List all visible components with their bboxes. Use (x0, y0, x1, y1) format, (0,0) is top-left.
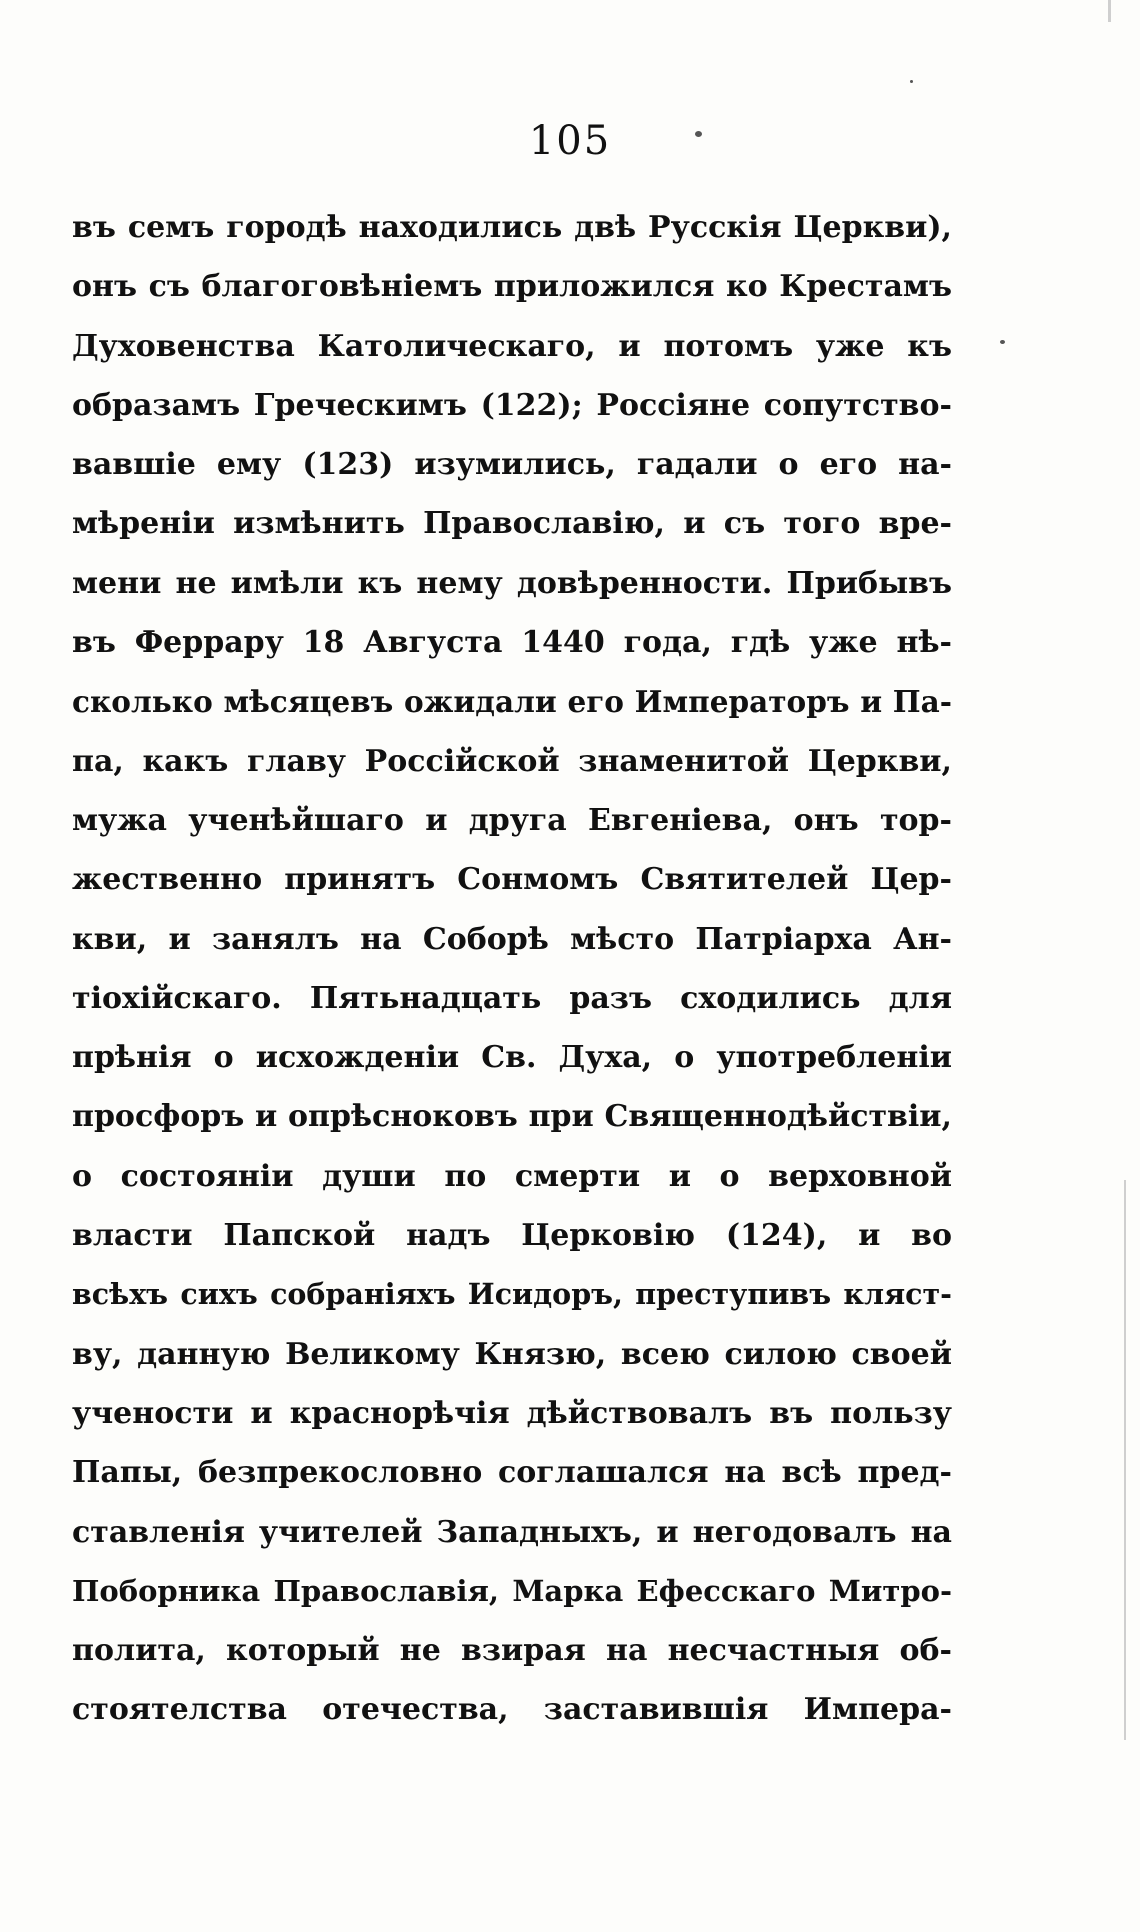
text-line: Папы, безпрекословно соглашался на всѣ пред- (72, 1455, 952, 1491)
text-line: мѣреніи измѣнить Православію, и съ того вре- (72, 506, 952, 542)
ink-speck (1000, 340, 1005, 344)
text-line: образамъ Греческимъ (122); Россіяне сопутство- (72, 387, 952, 423)
text-line: мени не имѣли къ нему довѣренности. Прибывъ (72, 565, 952, 601)
ink-speck (910, 80, 913, 83)
text-line: въ Феррару 18 Августа 1440 года, гдѣ уже нѣ- (72, 625, 952, 661)
text-line: просфоръ и опрѣсноковъ при Священнодѣйствіи, (72, 1099, 952, 1135)
text-line: власти Папской надъ Церковію (124), и во (72, 1218, 952, 1254)
text-line: онъ съ благоговѣніемъ приложился ко Крестамъ (72, 269, 952, 305)
text-line: о состояніи души по смерти и о верховной (72, 1158, 952, 1194)
text-line: па, какъ главу Россійской знаменитой Церкви, (72, 743, 952, 779)
text-line: ставленія учителей Западныхъ, и негодовалъ на (72, 1514, 952, 1550)
text-line: прѣнія о исхожденіи Св. Духа, о употребленіи (72, 1040, 952, 1076)
page-number: 105 (528, 118, 612, 164)
body-text (72, 198, 952, 1740)
text-line: учености и краснорѣчія дѣйствовалъ въ пользу (72, 1395, 952, 1431)
text-line: мужа ученѣйшаго и друга Евгеніева, онъ тор- (72, 802, 952, 838)
text-line: жественно принятъ Сонмомъ Святителей Цер- (72, 862, 952, 898)
text-line: тіохійскаго. Пятьнадцать разъ сходились для (72, 980, 952, 1016)
text-line: всѣхъ сихъ собраніяхъ Исидоръ, преступивъ кляст- (72, 1277, 952, 1312)
page-edge-mark (1108, 0, 1111, 22)
text-line: стоятелства отечества, заставившія Импера- (72, 1692, 952, 1728)
text-line: ву, данную Великому Князю, всею силою своей (72, 1336, 952, 1372)
text-line: вавшіе ему (123) изумились, гадали о его на- (72, 447, 952, 483)
text-line: въ семъ городѣ находились двѣ Русскія Церкви), (72, 210, 952, 245)
text-line: сколько мѣсяцевъ ожидали его Императоръ и Па- (72, 684, 952, 720)
text-line: Духовенства Католическаго, и потомъ уже къ (72, 328, 952, 364)
page-edge-mark (1124, 1180, 1126, 1740)
text-line: кви, и занялъ на Соборѣ мѣсто Патріарха Ан- (72, 921, 952, 957)
text-line: Поборника Православія, Марка Ефесскаго Митро- (72, 1573, 952, 1608)
text-line: полита, который не взирая на несчастныя об- (72, 1633, 952, 1669)
